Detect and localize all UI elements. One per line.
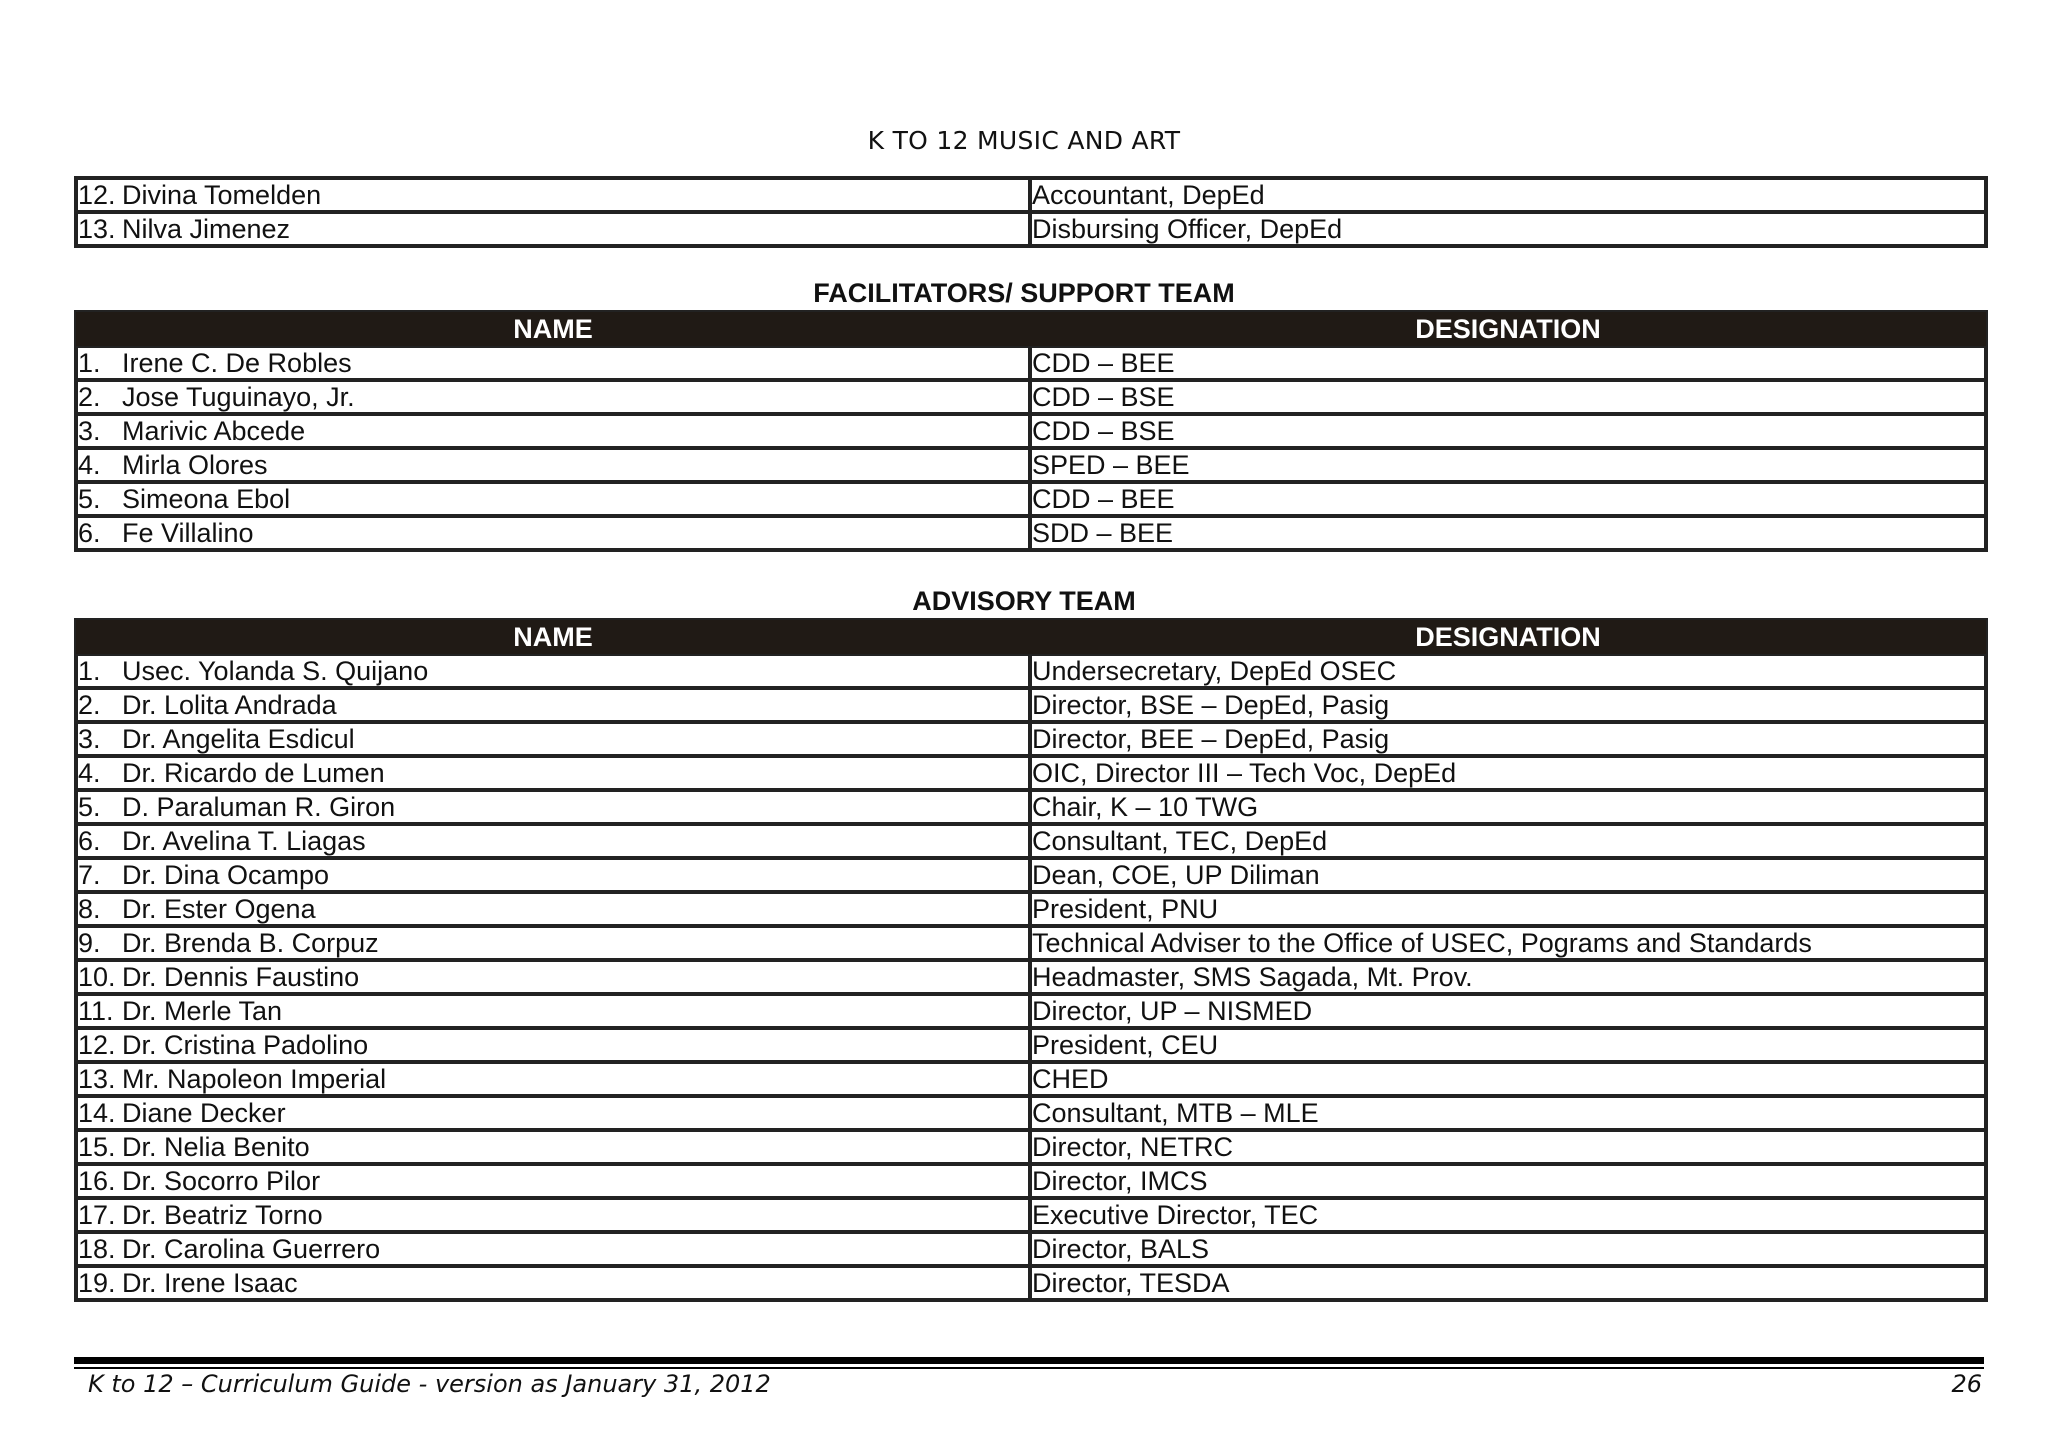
designation-cell: Director, BSE – DepEd, Pasig [1030, 688, 1986, 722]
footer-version-text: K to 12 – Curriculum Guide - version as January 31, 2012 [88, 1370, 771, 1398]
table-row [76, 1266, 1986, 1300]
table-row [76, 688, 1986, 722]
name-cell [76, 346, 1030, 380]
person-name: Dr. Carolina Guerrero [122, 1234, 381, 1264]
person-name: Dr. Brenda B. Corpuz [122, 928, 379, 958]
person-name: Dr. Socorro Pilor [122, 1166, 321, 1196]
person-name: Usec. Yolanda S. Quijano [122, 656, 429, 686]
row-number: 15. [78, 1132, 116, 1162]
row-number: 13. [78, 1064, 116, 1094]
page-header: K TO 12 MUSIC AND ART [867, 126, 1181, 155]
table-row [76, 824, 1986, 858]
row-number: 13. [78, 214, 116, 244]
designation-cell: SDD – BEE [1030, 516, 1986, 550]
table-row [76, 790, 1986, 824]
person-name: Dr. Lolita Andrada [122, 690, 337, 720]
row-number: 3. [78, 416, 101, 446]
row-number: 6. [78, 518, 101, 548]
table-row [76, 1198, 1986, 1232]
column-header-designation: DESIGNATION [1030, 620, 1986, 654]
name-cell [76, 756, 1030, 790]
row-number: 4. [78, 450, 101, 480]
name-cell [76, 1130, 1030, 1164]
name-cell [76, 448, 1030, 482]
name-cell [76, 1198, 1030, 1232]
designation-cell: Director, NETRC [1030, 1130, 1986, 1164]
table-row [76, 960, 1986, 994]
designation-cell: Director, TESDA [1030, 1266, 1986, 1300]
designation-cell: Disbursing Officer, DepEd [1030, 212, 1986, 246]
table-row [76, 414, 1986, 448]
table-row [76, 1164, 1986, 1198]
designation-cell: President, PNU [1030, 892, 1986, 926]
designation-cell: SPED – BEE [1030, 448, 1986, 482]
row-number: 8. [78, 894, 101, 924]
designation-cell: Dean, COE, UP Diliman [1030, 858, 1986, 892]
name-cell [76, 722, 1030, 756]
person-name: Dr. Merle Tan [122, 996, 283, 1026]
table-row [76, 892, 1986, 926]
designation-cell: President, CEU [1030, 1028, 1986, 1062]
table-row [76, 346, 1986, 380]
row-number: 11. [78, 996, 114, 1026]
person-name: D. Paraluman R. Giron [122, 792, 396, 822]
name-cell [76, 482, 1030, 516]
name-cell [76, 892, 1030, 926]
designation-cell: Chair, K – 10 TWG [1030, 790, 1986, 824]
person-name: Mirla Olores [122, 450, 268, 480]
row-number: 10. [78, 962, 116, 992]
table-row [76, 756, 1986, 790]
row-number: 14. [78, 1098, 116, 1128]
person-name: Diane Decker [122, 1098, 286, 1128]
row-number: 1. [78, 656, 101, 686]
name-cell [76, 1062, 1030, 1096]
row-number: 12. [78, 1030, 116, 1060]
row-number: 4. [78, 758, 101, 788]
row-number: 7. [78, 860, 101, 890]
person-name: Dr. Irene Isaac [122, 1268, 298, 1298]
designation-cell: Director, IMCS [1030, 1164, 1986, 1198]
designation-cell: CDD – BEE [1030, 482, 1986, 516]
advisory-title: ADVISORY TEAM [912, 586, 1136, 616]
name-cell [76, 824, 1030, 858]
person-name: Simeona Ebol [122, 484, 291, 514]
table-row [76, 654, 1986, 688]
row-number: 5. [78, 484, 101, 514]
facilitators-table [74, 310, 1988, 552]
name-cell [76, 926, 1030, 960]
designation-cell: CDD – BSE [1030, 414, 1986, 448]
person-name: Mr. Napoleon Imperial [122, 1064, 387, 1094]
table-row [76, 722, 1986, 756]
designation-cell: Undersecretary, DepEd OSEC [1030, 654, 1986, 688]
designation-cell: Accountant, DepEd [1030, 178, 1986, 212]
row-number: 17. [78, 1200, 116, 1230]
name-cell [76, 1096, 1030, 1130]
designation-cell: Executive Director, TEC [1030, 1198, 1986, 1232]
column-header-name: NAME [76, 620, 1030, 654]
designation-cell: Technical Adviser to the Office of USEC, Pograms and Standards [1030, 926, 1986, 960]
name-cell [76, 1028, 1030, 1062]
row-number: 2. [78, 382, 101, 412]
table-row [76, 994, 1986, 1028]
row-number: 6. [78, 826, 101, 856]
table-header-row [76, 620, 1986, 654]
person-name: Dr. Avelina T. Liagas [122, 826, 366, 856]
name-cell [76, 212, 1030, 246]
table-header-row [76, 312, 1986, 346]
footer-rule [74, 1357, 1984, 1364]
name-cell [76, 178, 1030, 212]
table-row [76, 380, 1986, 414]
designation-cell: OIC, Director III – Tech Voc, DepEd [1030, 756, 1986, 790]
person-name: Irene C. De Robles [122, 348, 352, 378]
row-number: 1. [78, 348, 101, 378]
name-cell [76, 688, 1030, 722]
table-row [76, 1232, 1986, 1266]
name-cell [76, 380, 1030, 414]
name-cell [76, 654, 1030, 688]
name-cell [76, 790, 1030, 824]
name-cell [76, 1266, 1030, 1300]
row-number: 12. [78, 180, 116, 210]
person-name: Dr. Ricardo de Lumen [122, 758, 385, 788]
footer-rule-thin [74, 1367, 1984, 1369]
designation-cell: Director, BEE – DepEd, Pasig [1030, 722, 1986, 756]
advisory-table [74, 618, 1988, 1302]
designation-cell: Director, BALS [1030, 1232, 1986, 1266]
column-header-designation: DESIGNATION [1030, 312, 1986, 346]
designation-cell: Consultant, TEC, DepEd [1030, 824, 1986, 858]
row-number: 9. [78, 928, 101, 958]
table-row [76, 482, 1986, 516]
person-name: Dr. Dina Ocampo [122, 860, 330, 890]
person-name: Dr. Ester Ogena [122, 894, 316, 924]
table-row [76, 448, 1986, 482]
table-row [76, 178, 1986, 212]
table-row [76, 1096, 1986, 1130]
row-number: 19. [78, 1268, 116, 1298]
page-number: 26 [1951, 1370, 1982, 1398]
designation-cell: CHED [1030, 1062, 1986, 1096]
person-name: Dr. Beatriz Torno [122, 1200, 323, 1230]
designation-cell: CDD – BSE [1030, 380, 1986, 414]
designation-cell: Headmaster, SMS Sagada, Mt. Prov. [1030, 960, 1986, 994]
row-number: 18. [78, 1234, 116, 1264]
continued-table [74, 176, 1988, 248]
name-cell [76, 414, 1030, 448]
person-name: Dr. Nelia Benito [122, 1132, 310, 1162]
table-row [76, 212, 1986, 246]
row-number: 2. [78, 690, 101, 720]
person-name: Fe Villalino [122, 518, 254, 548]
name-cell [76, 858, 1030, 892]
designation-cell: Director, UP – NISMED [1030, 994, 1986, 1028]
table-row [76, 516, 1986, 550]
name-cell [76, 994, 1030, 1028]
table-row [76, 1062, 1986, 1096]
name-cell [76, 1232, 1030, 1266]
table-row [76, 1028, 1986, 1062]
facilitators-title: FACILITATORS/ SUPPORT TEAM [813, 278, 1235, 308]
row-number: 5. [78, 792, 101, 822]
table-row [76, 858, 1986, 892]
row-number: 3. [78, 724, 101, 754]
name-cell [76, 516, 1030, 550]
person-name: Dr. Cristina Padolino [122, 1030, 369, 1060]
row-number: 16. [78, 1166, 116, 1196]
table-row [76, 1130, 1986, 1164]
name-cell [76, 960, 1030, 994]
person-name: Dr. Dennis Faustino [122, 962, 360, 992]
person-name: Divina Tomelden [122, 180, 322, 210]
person-name: Marivic Abcede [122, 416, 306, 446]
table-row [76, 926, 1986, 960]
person-name: Nilva Jimenez [122, 214, 291, 244]
person-name: Jose Tuguinayo, Jr. [122, 382, 355, 412]
column-header-name: NAME [76, 312, 1030, 346]
designation-cell: CDD – BEE [1030, 346, 1986, 380]
designation-cell: Consultant, MTB – MLE [1030, 1096, 1986, 1130]
person-name: Dr. Angelita Esdicul [122, 724, 355, 754]
name-cell [76, 1164, 1030, 1198]
